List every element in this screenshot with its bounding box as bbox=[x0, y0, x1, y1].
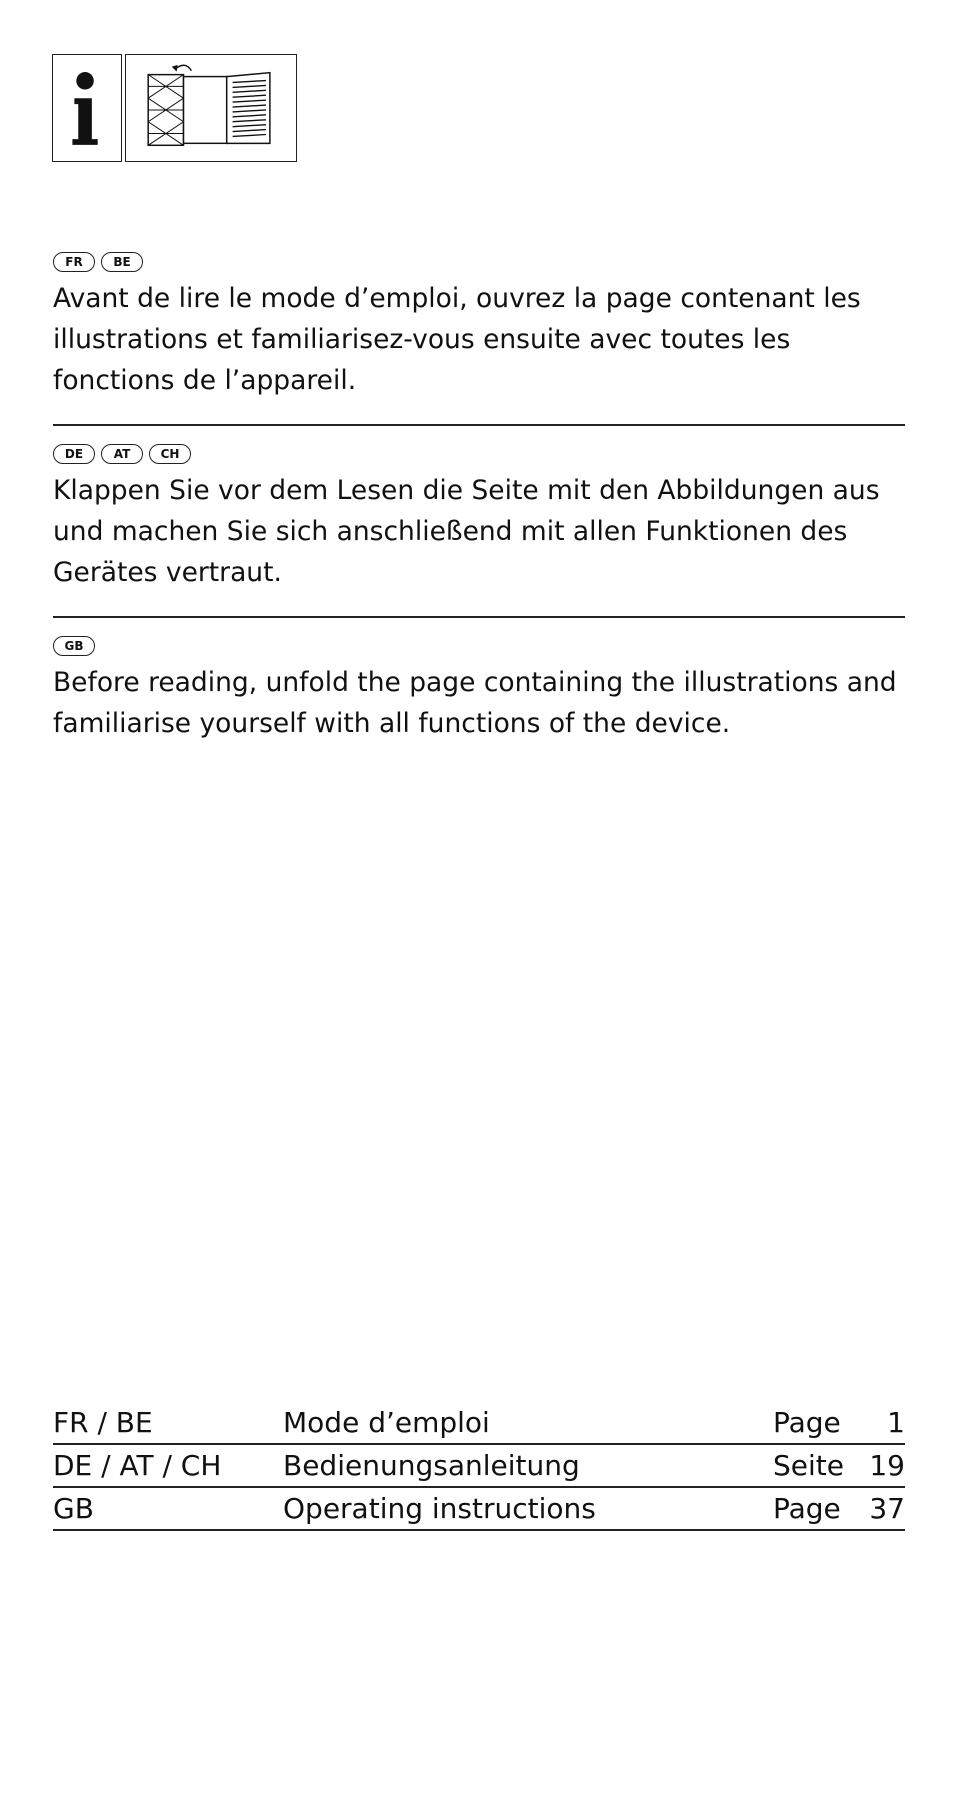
toc-row bbox=[53, 1445, 905, 1488]
language-badge: GB bbox=[53, 636, 95, 656]
instruction-text: Klappen Sie vor dem Lesen die Seite mit den Abbildungen aus und machen Sie sich anschließend mit allen Funktionen des Gerätes vertraut. bbox=[53, 475, 880, 588]
section-fr-be bbox=[53, 252, 905, 401]
toc-page-label: Page bbox=[773, 1492, 841, 1525]
instruction-text: Avant de lire le mode d’emploi, ouvrez la page contenant les illustrations et familiarisez-vous ensuite avec toutes les fonctions de l’appareil. bbox=[53, 283, 861, 396]
section-gb bbox=[53, 636, 905, 744]
language-badge: DE bbox=[53, 444, 95, 464]
toc-row bbox=[53, 1402, 905, 1445]
toc-language: FR / BE bbox=[53, 1406, 153, 1439]
language-badge: AT bbox=[101, 444, 143, 464]
toc-row bbox=[53, 1488, 905, 1531]
toc-title: Mode d’emploi bbox=[283, 1406, 490, 1439]
instruction-text: Before reading, unfold the page containing the illustrations and familiarise yourself with all functions of the device. bbox=[53, 667, 897, 739]
toc-title: Operating instructions bbox=[283, 1492, 596, 1525]
toc-language: GB bbox=[53, 1492, 94, 1525]
language-badges bbox=[53, 444, 905, 464]
language-badge: BE bbox=[101, 252, 143, 272]
language-badges bbox=[53, 252, 905, 272]
toc-language: DE / AT / CH bbox=[53, 1449, 222, 1482]
toc-page-number: 1 bbox=[887, 1406, 905, 1439]
unfold-manual-icon bbox=[125, 54, 297, 162]
toc-page-label: Page bbox=[773, 1406, 841, 1439]
language-badge: FR bbox=[53, 252, 95, 272]
language-badges bbox=[53, 636, 905, 656]
header-icons bbox=[52, 54, 297, 162]
language-badge: CH bbox=[149, 444, 191, 464]
toc-page-number: 37 bbox=[869, 1492, 905, 1525]
info-icon bbox=[52, 54, 122, 162]
toc-title: Bedienungsanleitung bbox=[283, 1449, 580, 1482]
toc-page-label: Seite bbox=[773, 1449, 844, 1482]
section-divider bbox=[53, 616, 905, 618]
toc-page-number: 19 bbox=[869, 1449, 905, 1482]
section-divider bbox=[53, 424, 905, 426]
table-of-contents bbox=[53, 1402, 905, 1531]
section-de-at-ch bbox=[53, 444, 905, 593]
